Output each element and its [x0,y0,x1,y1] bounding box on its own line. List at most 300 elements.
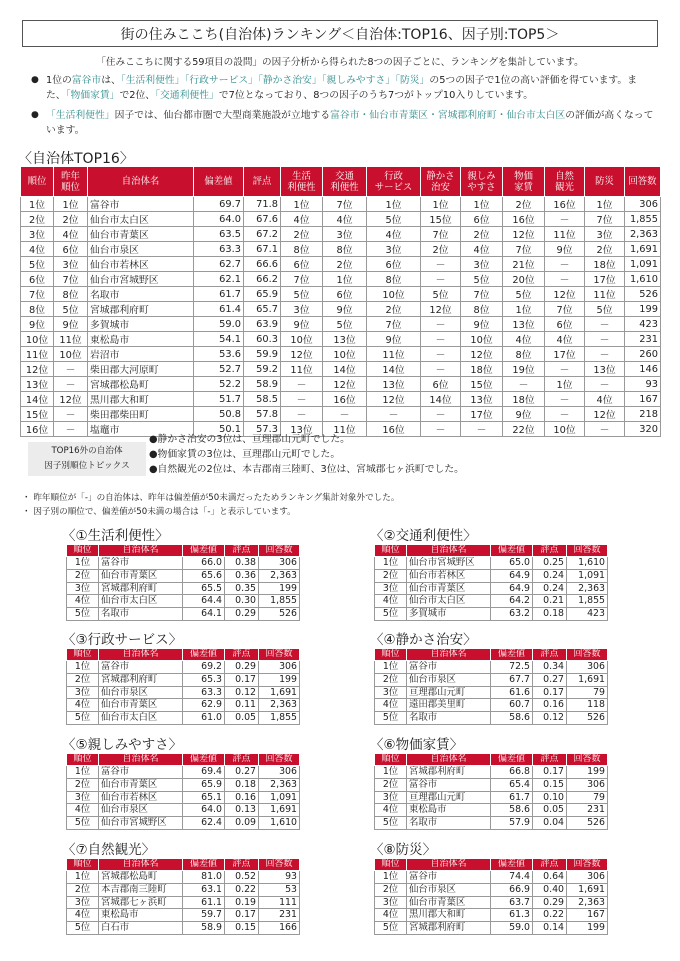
table-cell: 0.22 [533,909,567,922]
table-cell: 11位 [585,287,625,302]
table-cell: 17位 [585,272,625,287]
column-header: 偏差値 [491,754,533,766]
table-cell: 320 [625,422,661,437]
table-cell: 多賀城市 [407,608,491,621]
table-cell: 16位 [367,422,421,437]
table-cell: 0.21 [533,595,567,608]
table-row [67,817,300,830]
table-cell: 1,855 [259,712,300,725]
table-cell: 15位 [461,377,503,392]
factor-heading: 〈⑤親しみやすさ〉 [62,737,183,753]
table-cell: 2,363 [259,699,300,712]
table-cell: 仙台市青葉区 [407,582,491,595]
table-cell: 1位 [67,557,99,570]
factor-heading: 〈⑦自然観光〉 [62,842,156,858]
table-cell: 66.2 [244,272,281,287]
table-cell: 65.1 [183,791,225,804]
table-cell: 4位 [545,332,585,347]
table-row [375,909,608,922]
table-row [67,699,300,712]
table-cell: 64.1 [183,608,225,621]
table-cell: 黒川郡大和町 [407,909,491,922]
factor-ranking-table [374,648,608,725]
table-cell: 74.4 [491,871,533,884]
column-header: 順位 [375,754,407,766]
table-cell: 11位 [21,347,54,362]
column-header: 自治体名 [407,649,491,661]
table-cell: 61.1 [183,896,225,909]
table-cell: 宮城郡松島町 [88,377,194,392]
table-cell: 1,091 [259,791,300,804]
table-cell: － [421,317,461,332]
table-cell: 2位 [375,569,407,582]
table-cell: 1,691 [625,242,661,257]
table-cell: 5位 [21,257,54,272]
table-cell: 12位 [323,377,367,392]
table-cell: 2位 [54,212,88,227]
bullet-text-segment: 因子では、仙台都市圏で大型商業施設が立地する [114,110,331,121]
table-cell: 2,363 [567,582,608,595]
column-header: 回答数 [567,754,608,766]
table-cell: 18位 [461,362,503,377]
table-cell: 3位 [67,686,99,699]
table-cell: 5位 [67,608,99,621]
table-cell: 名取市 [88,287,194,302]
table-cell: 0.18 [225,778,259,791]
table-cell: 118 [567,699,608,712]
table-cell: 富谷市 [407,661,491,674]
column-header: 昨年 順位 [54,167,88,197]
factor-ranking-table [66,858,300,935]
table-cell: 3位 [375,791,407,804]
table-cell: 423 [625,317,661,332]
table-cell: 9位 [461,317,503,332]
factor-ranking-table [66,544,300,621]
table-cell: 4位 [375,595,407,608]
table-cell: 1,691 [259,686,300,699]
table-cell: 仙台市太白区 [99,712,183,725]
table-cell: 16位 [503,212,545,227]
table-cell: 4位 [54,227,88,242]
bullet-marker: ● [31,75,39,85]
topics-label [28,442,146,476]
table-cell: 宮城郡松島町 [99,871,183,884]
table-row [375,883,608,896]
table-cell: 57.3 [244,422,281,437]
table-cell: 3位 [375,686,407,699]
table-cell: 8位 [367,272,421,287]
highlighted-text: 「生活利便性」 [46,110,115,121]
factor-heading: 〈③行政サービス〉 [62,632,183,648]
table-cell: 5位 [375,608,407,621]
table-cell: 仙台市泉区 [88,242,194,257]
column-header: 順位 [67,859,99,871]
table-cell: － [545,272,585,287]
table-row [21,212,661,227]
table-cell: 19位 [503,362,545,377]
table-cell: 東松島市 [99,909,183,922]
table-cell: 1位 [281,197,323,212]
column-header: 行政 サービス [367,167,421,197]
table-row [375,766,608,779]
table-cell: 57.8 [244,407,281,422]
table-cell: 1位 [67,871,99,884]
table-cell: － [461,422,503,437]
table-cell: 13位 [367,377,421,392]
table-cell: － [54,407,88,422]
table-cell: 4位 [67,699,99,712]
table-cell: 3位 [375,896,407,909]
table-cell: 81.0 [183,871,225,884]
table-row [67,569,300,582]
table-cell: 93 [259,871,300,884]
table-cell: 60.3 [244,332,281,347]
table-row [375,595,608,608]
page-title-text: 街の住みここち(自治体)ランキング＜自治体:TOP16、因子別:TOP5＞ [120,26,560,43]
table-cell: 66.6 [244,257,281,272]
table-cell: 0.13 [225,804,259,817]
table-cell: 71.8 [244,197,281,212]
table-cell: 306 [259,557,300,570]
table-cell: 4位 [67,804,99,817]
table-row [21,242,661,257]
column-header: 回答数 [259,649,300,661]
table-row [21,377,661,392]
table-cell: 4位 [281,212,323,227]
table-cell: 1,610 [625,272,661,287]
table-cell: 66.9 [491,883,533,896]
table-cell: 63.3 [183,686,225,699]
table-cell: 5位 [323,317,367,332]
table-row [67,557,300,570]
table-cell: 仙台市太白区 [88,212,194,227]
table-cell: 58.9 [244,377,281,392]
table-cell: 7位 [421,227,461,242]
table-cell: 166 [259,922,300,935]
table-cell: 72.5 [491,661,533,674]
table-cell: 63.1 [183,883,225,896]
table-cell: 4位 [375,699,407,712]
table-cell: 10位 [545,422,585,437]
table-cell: 306 [567,661,608,674]
table-cell: 1,855 [567,595,608,608]
table-cell: 79 [567,791,608,804]
table-cell: 2位 [375,883,407,896]
table-cell: 61.3 [491,909,533,922]
table-row [375,557,608,570]
table-cell: 61.7 [491,791,533,804]
table-cell: 3位 [67,791,99,804]
table-cell: 富谷市 [88,197,194,212]
table-cell: 0.12 [225,686,259,699]
table-cell: 1位 [67,766,99,779]
table-cell: 62.7 [194,257,244,272]
table-header-row [67,754,300,766]
table-cell: 遠田郡美里町 [407,699,491,712]
table-cell: 13位 [21,377,54,392]
table-cell: 1位 [421,197,461,212]
table-row [67,909,300,922]
table-cell: 11位 [54,332,88,347]
table-row [21,407,661,422]
table-row [375,686,608,699]
bullet-text [46,73,656,103]
table-cell: 1位 [503,302,545,317]
table-cell: 65.4 [491,778,533,791]
bullet-text-segment: の5つの因子で1位の高い評価を得ています。また、 [46,75,638,101]
highlighted-text: 富谷市・仙台市青葉区・宮城郡利府町・仙台市太白区 [330,110,566,121]
table-row [67,661,300,674]
top16-ranking-table [20,166,661,437]
column-header: 回答数 [259,545,300,557]
table-cell: 13位 [503,317,545,332]
table-header-row [67,649,300,661]
table-cell: 2位 [67,883,99,896]
table-cell: 0.22 [225,883,259,896]
table-row [67,922,300,935]
table-cell: 64.9 [491,582,533,595]
table-cell: 0.05 [533,804,567,817]
factor-heading: 〈⑥物価家賃〉 [370,737,464,753]
factor-ranking-table [374,544,608,621]
table-row [21,362,661,377]
column-header: 評点 [225,859,259,871]
column-header: 評点 [533,859,567,871]
footnote: ・ 昨年順位が「-」の自治体は、昨年は偏差値が50未満だったためランキング集計対象外でした。 [22,493,400,503]
table-cell: 65.5 [183,582,225,595]
table-cell: 宮城郡利府町 [99,582,183,595]
factor-heading: 〈④静かさ治安〉 [370,632,477,648]
table-cell: 5位 [375,817,407,830]
column-header: 物価 家賃 [503,167,545,197]
table-cell: 18位 [503,392,545,407]
table-cell: 9位 [323,302,367,317]
table-cell: 12位 [281,347,323,362]
table-cell: 8位 [54,287,88,302]
table-cell: 199 [625,302,661,317]
table-cell: 3位 [281,302,323,317]
table-cell: － [281,392,323,407]
table-cell: 16位 [21,422,54,437]
table-cell: 0.17 [533,766,567,779]
table-cell: 14位 [367,362,421,377]
table-cell: 12位 [367,392,421,407]
table-cell: 0.29 [225,661,259,674]
table-row [375,699,608,712]
table-cell: 1位 [585,197,625,212]
table-cell: 6位 [281,257,323,272]
factor-heading: 〈①生活利便性〉 [62,528,169,544]
table-cell: 79 [567,686,608,699]
table-cell: 1位 [375,557,407,570]
table-cell: 0.04 [533,817,567,830]
table-cell: 20位 [503,272,545,287]
table-cell: 7位 [367,317,421,332]
table-cell: 1,610 [259,817,300,830]
column-header: 評点 [225,649,259,661]
table-cell: 146 [625,362,661,377]
table-cell: 0.40 [533,883,567,896]
column-header: 回答数 [567,859,608,871]
table-cell: 15位 [421,212,461,227]
table-cell: 仙台市泉区 [407,883,491,896]
table-cell: 5位 [67,712,99,725]
table-cell: 65.7 [244,302,281,317]
summary-bullet-1 [28,73,656,103]
table-cell: － [421,272,461,287]
table-cell: 0.25 [533,557,567,570]
column-header: 順位 [21,167,54,197]
table-cell: － [323,407,367,422]
table-cell: 14位 [21,392,54,407]
table-row [21,227,661,242]
summary-bullet-2 [28,108,656,138]
table-cell: 1位 [375,766,407,779]
table-row [67,608,300,621]
table-cell: 2位 [375,673,407,686]
table-cell: 0.11 [225,699,259,712]
table-cell: 2位 [281,227,323,242]
column-header: 順位 [67,649,99,661]
bullet-marker: ● [31,110,39,120]
table-cell: 61.7 [194,287,244,302]
table-cell: 7位 [54,272,88,287]
table-row [67,883,300,896]
column-header: 自治体名 [99,545,183,557]
table-cell: 5位 [375,922,407,935]
table-cell: 3位 [323,227,367,242]
table-cell: 17位 [545,347,585,362]
intro-text: 「住みここちに関する59項目の設問」の因子分析から得られた8つの因子ごとに、ランキングを集計しています。 [96,57,584,68]
table-cell: 1位 [545,377,585,392]
table-cell: 67.2 [244,227,281,242]
table-cell: 231 [567,804,608,817]
table-cell: 63.9 [244,317,281,332]
topics-label-line: TOP16外の自治体 [51,446,123,456]
table-cell: 1位 [21,197,54,212]
table-cell: 9位 [21,317,54,332]
table-cell: 1,691 [259,804,300,817]
table-cell: 仙台市青葉区 [99,778,183,791]
table-cell: 仙台市青葉区 [99,699,183,712]
table-cell: 宮城郡利府町 [99,673,183,686]
table-cell: 2位 [67,778,99,791]
column-header: 偏差値 [183,754,225,766]
topics-label-line: 因子別順位トピックス [44,461,130,471]
table-cell: 3位 [67,582,99,595]
column-header: 親しみ やすさ [461,167,503,197]
table-cell: 13位 [281,422,323,437]
table-cell: 仙台市泉区 [99,804,183,817]
table-cell: 65.3 [183,673,225,686]
table-cell: 名取市 [99,608,183,621]
table-cell: 65.6 [183,569,225,582]
table-cell: 0.17 [533,686,567,699]
table-cell: 2,363 [259,778,300,791]
table-cell: 67.7 [491,673,533,686]
table-cell: 0.30 [225,595,259,608]
table-cell: 58.6 [491,804,533,817]
table-cell: 526 [567,817,608,830]
table-cell: － [585,422,625,437]
column-header: 回答数 [259,754,300,766]
table-cell: 9位 [503,407,545,422]
table-cell: 59.7 [183,909,225,922]
table-cell: 66.8 [491,766,533,779]
table-cell: － [585,377,625,392]
table-cell: 白石市 [99,922,183,935]
table-cell: 306 [625,197,661,212]
table-cell: － [421,332,461,347]
table-cell: 63.5 [194,227,244,242]
factor-heading: 〈⑧防災〉 [370,842,437,858]
table-cell: 0.24 [533,582,567,595]
bullet-text-segment: は、 [101,75,121,86]
table-cell: － [545,362,585,377]
table-row [375,791,608,804]
table-cell: 5位 [67,922,99,935]
table-cell: 2,363 [567,896,608,909]
table-row [67,896,300,909]
table-row [21,302,661,317]
highlighted-text: 「物価家賃」 [65,90,120,101]
table-cell: 3位 [461,257,503,272]
table-cell: 0.29 [225,608,259,621]
table-cell: 1位 [461,197,503,212]
table-cell: 9位 [54,317,88,332]
table-cell: 1,855 [259,595,300,608]
table-cell: 54.1 [194,332,244,347]
table-cell: 7位 [21,287,54,302]
table-cell: 0.09 [225,817,259,830]
column-header: 評点 [533,754,567,766]
table-cell: 6位 [421,377,461,392]
table-cell: 東松島市 [407,804,491,817]
table-cell: 0.35 [225,582,259,595]
column-header: 自治体名 [407,859,491,871]
table-cell: 4位 [585,392,625,407]
table-cell: 66.0 [183,557,225,570]
table-cell: 1,091 [625,257,661,272]
table-cell: － [421,347,461,362]
table-cell: 2位 [67,569,99,582]
table-cell: 3位 [585,227,625,242]
table-cell: 61.0 [183,712,225,725]
table-cell: 2,363 [625,227,661,242]
table-cell: 1位 [67,661,99,674]
table-header-row [375,754,608,766]
factor-ranking-table [66,648,300,725]
table-cell: 13位 [585,362,625,377]
table-cell: － [545,392,585,407]
table-cell: 5位 [503,287,545,302]
table-cell: 名取市 [407,712,491,725]
topic-item: ●静かさ治安の3位は、亘理郡山元町でした。 [149,434,350,445]
table-cell: 5位 [67,817,99,830]
column-header: 自治体名 [407,754,491,766]
table-cell: 53 [259,883,300,896]
table-cell: 12位 [585,407,625,422]
table-cell: 2位 [585,242,625,257]
table-row [375,817,608,830]
table-cell: 526 [259,608,300,621]
table-cell: 22位 [503,422,545,437]
table-cell: 59.0 [194,317,244,332]
table-cell: － [281,377,323,392]
table-cell: 仙台市青葉区 [99,569,183,582]
table-row [375,922,608,935]
table-cell: 仙台市宮城野区 [407,557,491,570]
